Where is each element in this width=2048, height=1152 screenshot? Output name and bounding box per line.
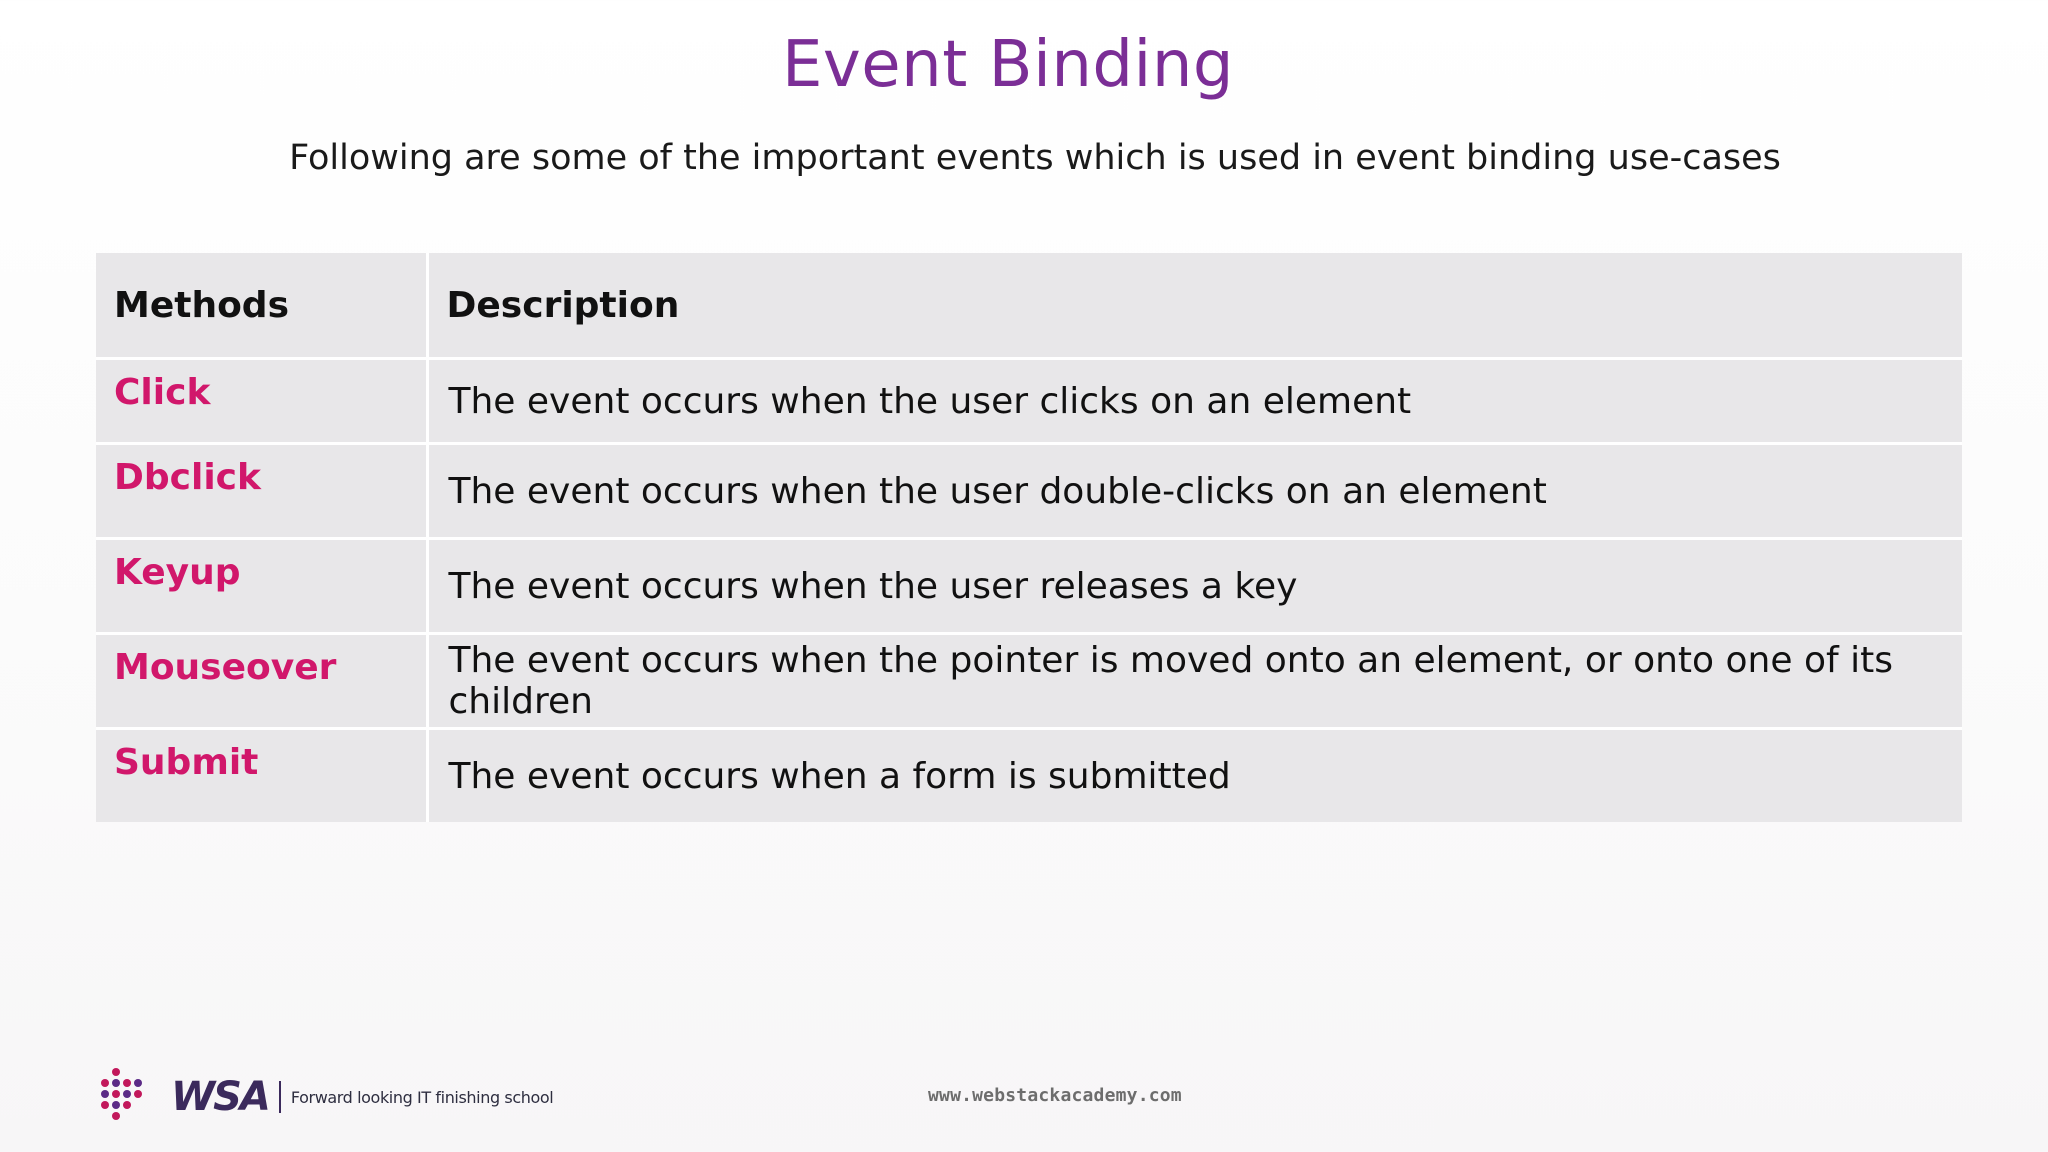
logo-tagline: Forward looking IT finishing school	[290, 1087, 554, 1107]
table-row	[96, 359, 1962, 444]
table-row	[96, 729, 1962, 823]
events-table	[96, 253, 1962, 822]
website-url: www.webstackacademy.com	[928, 1085, 1182, 1106]
table-row	[96, 444, 1962, 539]
description-cell: The event occurs when the user double-clicks on an element	[427, 444, 1962, 539]
description-cell: The event occurs when the user releases a key	[427, 539, 1962, 634]
table-row	[96, 634, 1962, 729]
method-cell: Submit	[96, 729, 427, 823]
logo-wordmark: WSA	[171, 1074, 269, 1120]
column-header-methods: Methods	[96, 253, 427, 359]
logo-divider	[279, 1081, 281, 1113]
description-cell: The event occurs when the user clicks on an element	[427, 359, 1962, 444]
method-cell: Click	[96, 359, 427, 444]
description-cell: The event occurs when a form is submitted	[448, 755, 1231, 797]
table-header-row	[96, 253, 1962, 359]
description-cell: The event occurs when the pointer is moved onto an element, or onto one of its children	[427, 634, 1962, 729]
column-header-description: Description	[427, 253, 1962, 359]
logo-dots-icon	[101, 1068, 159, 1126]
slide-subtitle: Following are some of the important events which is used in event binding use-cases	[289, 138, 1781, 178]
method-cell: Keyup	[96, 539, 427, 634]
method-cell: Mouseover	[96, 634, 427, 729]
wsa-logo	[101, 1068, 553, 1126]
slide-title: Event Binding	[781, 28, 1235, 102]
table-row	[96, 539, 1962, 634]
method-cell: Dbclick	[96, 444, 427, 539]
